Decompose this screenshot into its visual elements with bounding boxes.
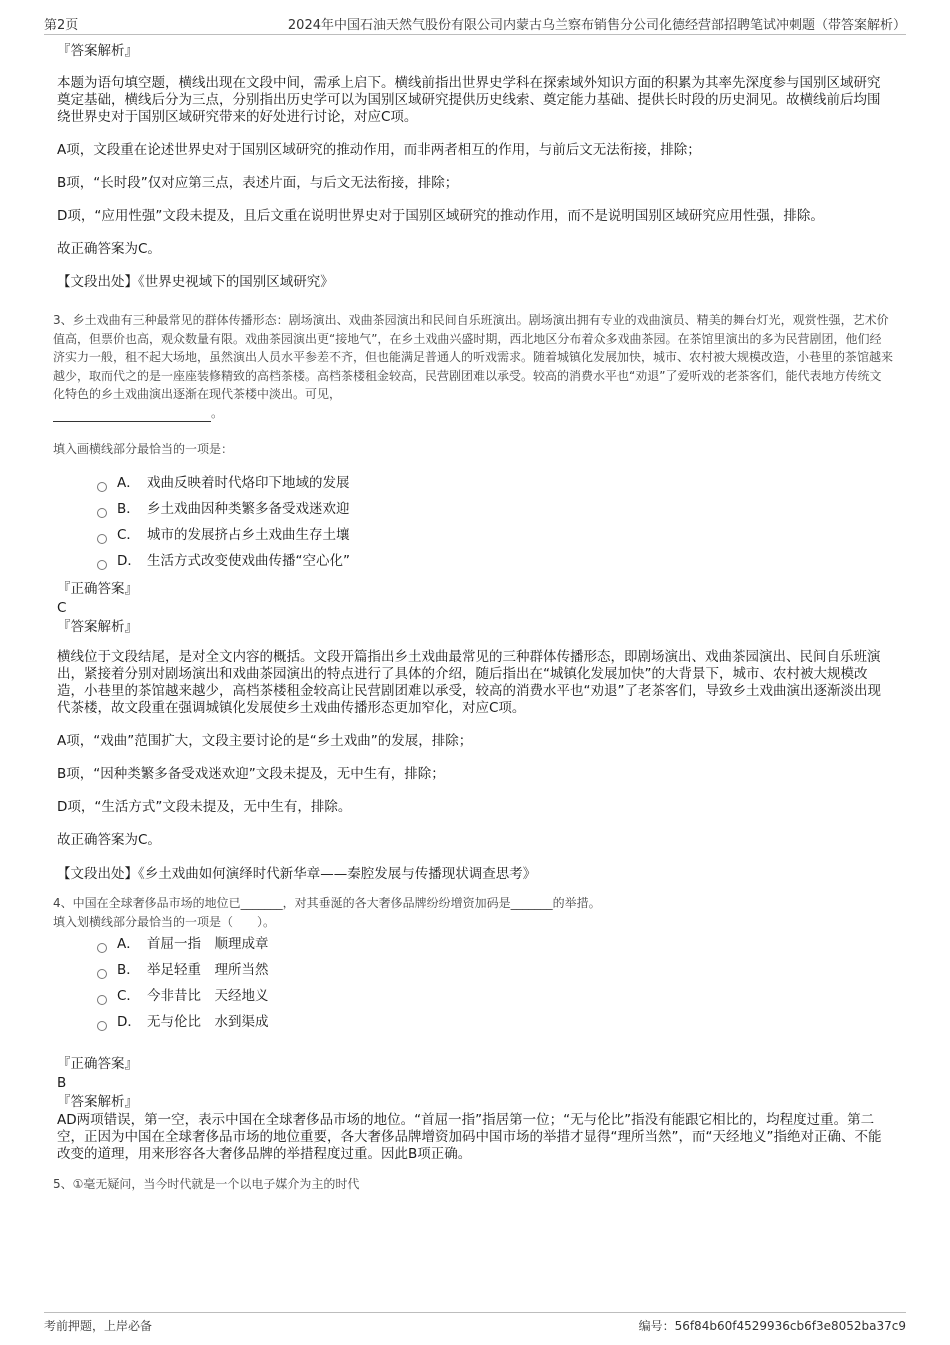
q3-answer: C bbox=[57, 600, 67, 616]
q4-answer-label: 『正确答案』 bbox=[57, 1055, 138, 1072]
q3-question-body: 3、乡土戏曲有三种最常见的群体传播形态：剧场演出、戏曲茶园演出和民间自乐班演出。剧场演出拥有专业的戏曲演员、精美的舞台灯光，观赏性强，艺术价值高，但票价也高，观众数量有限。戏曲茶园演出更“接地气”，在乡土戏曲兴盛时期，西北地区分布着众多戏曲茶园。在茶馆里演出的多为民营剧团，他们经济实力一般，租不起大场地，虽然演出人员水平参差不齐，但也能满足普通人的听戏需求。随着城镇化发展加快，城市、农村被大规模改造，小巷里的茶馆越来越少，取而代之的是一座座装修精致的高档茶楼。高档茶楼租金较高，民营剧团难以承受。较高的消费水平也“劝退”了爱听戏的老茶客们，能代表地方传统文化特色的乡土戏曲演出逐渐在现代茶楼中淡出。可见， bbox=[53, 313, 894, 401]
option-letter: D． bbox=[117, 1013, 141, 1030]
q3-option-d-explanation: D项，“生活方式”文段未提及，无中生有，排除。 bbox=[57, 799, 352, 815]
option-letter: B． bbox=[117, 961, 140, 978]
option-text: 无与伦比 水到渠成 bbox=[147, 1013, 269, 1030]
q3-question-text bbox=[53, 311, 893, 422]
footer-slogan: 考前押题，上岸必备 bbox=[44, 1319, 153, 1333]
q4-question-text: 4、中国在全球奢侈品市场的地位已_______，对其垂涎的各大奢侈品牌纷纷增资加码是_______的举措。 bbox=[53, 896, 601, 910]
q4-prompt: 填入划横线部分最恰当的一项是（ ）。 bbox=[53, 914, 276, 929]
radio-icon[interactable] bbox=[97, 969, 107, 979]
q4-analysis-label: 『答案解析』 bbox=[57, 1093, 138, 1110]
q4-options bbox=[97, 931, 893, 1035]
option-letter: D． bbox=[117, 553, 141, 569]
q4-option-c[interactable] bbox=[97, 983, 893, 1009]
q3-option-b-explanation: B项，“因种类繁多备受戏迷欢迎”文段未提及，无中生有，排除； bbox=[57, 766, 445, 782]
q3-option-c[interactable] bbox=[97, 522, 893, 548]
option-letter: B． bbox=[117, 501, 140, 517]
document-code: 编号：56f84b60f4529936cb6f3e8052ba37c9 bbox=[638, 1319, 906, 1333]
q3-answer-label: 『正确答案』 bbox=[57, 581, 138, 597]
radio-icon[interactable] bbox=[97, 1021, 107, 1031]
q4-answer: B bbox=[57, 1074, 67, 1091]
q3-options bbox=[97, 470, 893, 574]
q3-blank bbox=[53, 409, 211, 422]
page-header bbox=[44, 14, 906, 35]
q2-option-a-explanation: A项，文段重在论述世界史对于国别区域研究的推动作用，而非两者相互的作用，与前后文无法衔接，排除； bbox=[57, 142, 701, 158]
option-text: 城市的发展挤占乡土戏曲生存土壤 bbox=[147, 527, 350, 543]
page-footer bbox=[44, 1312, 906, 1335]
q3-analysis-label: 『答案解析』 bbox=[57, 619, 138, 635]
q3-option-a-explanation: A项，“戏曲”范围扩大，文段主要讨论的是“乡土戏曲”的发展，排除； bbox=[57, 733, 473, 749]
page-number: 第2页 bbox=[44, 18, 79, 33]
option-letter: A． bbox=[117, 475, 140, 491]
q5-question-text: 5、①毫无疑问，当今时代就是一个以电子媒介为主的时代 bbox=[53, 1176, 360, 1191]
option-text: 生活方式改变使戏曲传播“空心化” bbox=[147, 553, 350, 569]
radio-icon[interactable] bbox=[97, 482, 107, 492]
option-text: 今非昔比 天经地义 bbox=[147, 987, 269, 1004]
q3-end-mark: 。 bbox=[211, 405, 224, 420]
q3-prompt: 填入画横线部分最恰当的一项是： bbox=[53, 442, 234, 456]
q2-analysis: 本题为语句填空题，横线出现在文段中间，需承上启下。横线前指出世界史学科在探索域外知识方面的积累为其率先深度参与国别区域研究奠定基础，横线后分为三点，分别指出历史学可以为国别区域研究提供历史线索、奠定能力基础、提供长时段的历史洞见。故横线前后均围绕世界史对于国别区域研究带来的好处进行讨论，对应C项。 bbox=[57, 75, 881, 125]
option-letter: A． bbox=[117, 935, 140, 952]
q3-option-d[interactable] bbox=[97, 548, 893, 574]
radio-icon[interactable] bbox=[97, 943, 107, 953]
radio-icon[interactable] bbox=[97, 508, 107, 518]
page-content bbox=[53, 42, 894, 1193]
q2-option-d-explanation: D项，“应用性强”文段未提及，且后文重在说明世界史对于国别区域研究的推动作用，而不是说明国别区域研究应用性强，排除。 bbox=[57, 208, 824, 224]
q3-analysis: 横线位于文段结尾，是对全文内容的概括。文段开篇指出乡土戏曲最常见的三种群体传播形态，即剧场演出、戏曲茶园演出、民间自乐班演出，紧接着分别对剧场演出和戏曲茶园演出的特点进行了具体的介绍，随后指出在“城镇化发展加快”的大背景下，城市、农村被大规模改造，小巷里的茶馆越来越少，高档茶楼租金较高让民营剧团难以承受，较高的消费水平也“劝退”了老茶客们，导致乡土戏曲演出逐渐淡出现代茶楼，故文段重在强调城镇化发展使乡土戏曲传播形态更加窄化，对应C项。 bbox=[57, 649, 881, 716]
q3-option-b[interactable] bbox=[97, 496, 893, 522]
radio-icon[interactable] bbox=[97, 995, 107, 1005]
document-title: 2024年中国石油天然气股份有限公司内蒙古乌兰察布销售分公司化德经营部招聘笔试冲刺题（带答案解析） bbox=[287, 18, 906, 33]
radio-icon[interactable] bbox=[97, 534, 107, 544]
option-text: 乡土戏曲因种类繁多备受戏迷欢迎 bbox=[147, 501, 350, 517]
q2-conclusion: 故正确答案为C。 bbox=[57, 241, 161, 257]
q3-source: 【文段出处】《乡土戏曲如何演绎时代新华章——秦腔发展与传播现状调查思考》 bbox=[57, 866, 537, 882]
q4-analysis: AD两项错误，第一空，表示中国在全球奢侈品市场的地位。“首屈一指”指居第一位；“无与伦比”指没有能跟它相比的，均程度过重。第二空，正因为中国在全球奢侈品市场的地位重要，各大奢侈品牌增资加码中国市场的举措才显得“理所当然”，而“天经地义”指绝对正确、不能改变的道理，用来形容各大奢侈品牌的举措程度过重。因此B项正确。 bbox=[57, 1111, 882, 1162]
option-text: 戏曲反映着时代烙印下地域的发展 bbox=[147, 475, 350, 491]
q2-option-b-explanation: B项，“长时段”仅对应第三点，表述片面，与后文无法衔接，排除； bbox=[57, 175, 459, 191]
q3-conclusion: 故正确答案为C。 bbox=[57, 832, 161, 848]
q4-option-b[interactable] bbox=[97, 957, 893, 983]
radio-icon[interactable] bbox=[97, 560, 107, 570]
option-letter: C． bbox=[117, 987, 140, 1004]
q3-option-a[interactable] bbox=[97, 470, 893, 496]
q4-option-a[interactable] bbox=[97, 931, 893, 957]
q2-source: 【文段出处】《世界史视域下的国别区域研究》 bbox=[57, 274, 334, 290]
option-letter: C． bbox=[117, 527, 140, 543]
option-text: 首屈一指 顺理成章 bbox=[147, 935, 269, 952]
option-text: 举足轻重 理所当然 bbox=[147, 961, 269, 978]
q2-analysis-label: 『答案解析』 bbox=[57, 43, 138, 59]
q4-option-d[interactable] bbox=[97, 1009, 893, 1035]
